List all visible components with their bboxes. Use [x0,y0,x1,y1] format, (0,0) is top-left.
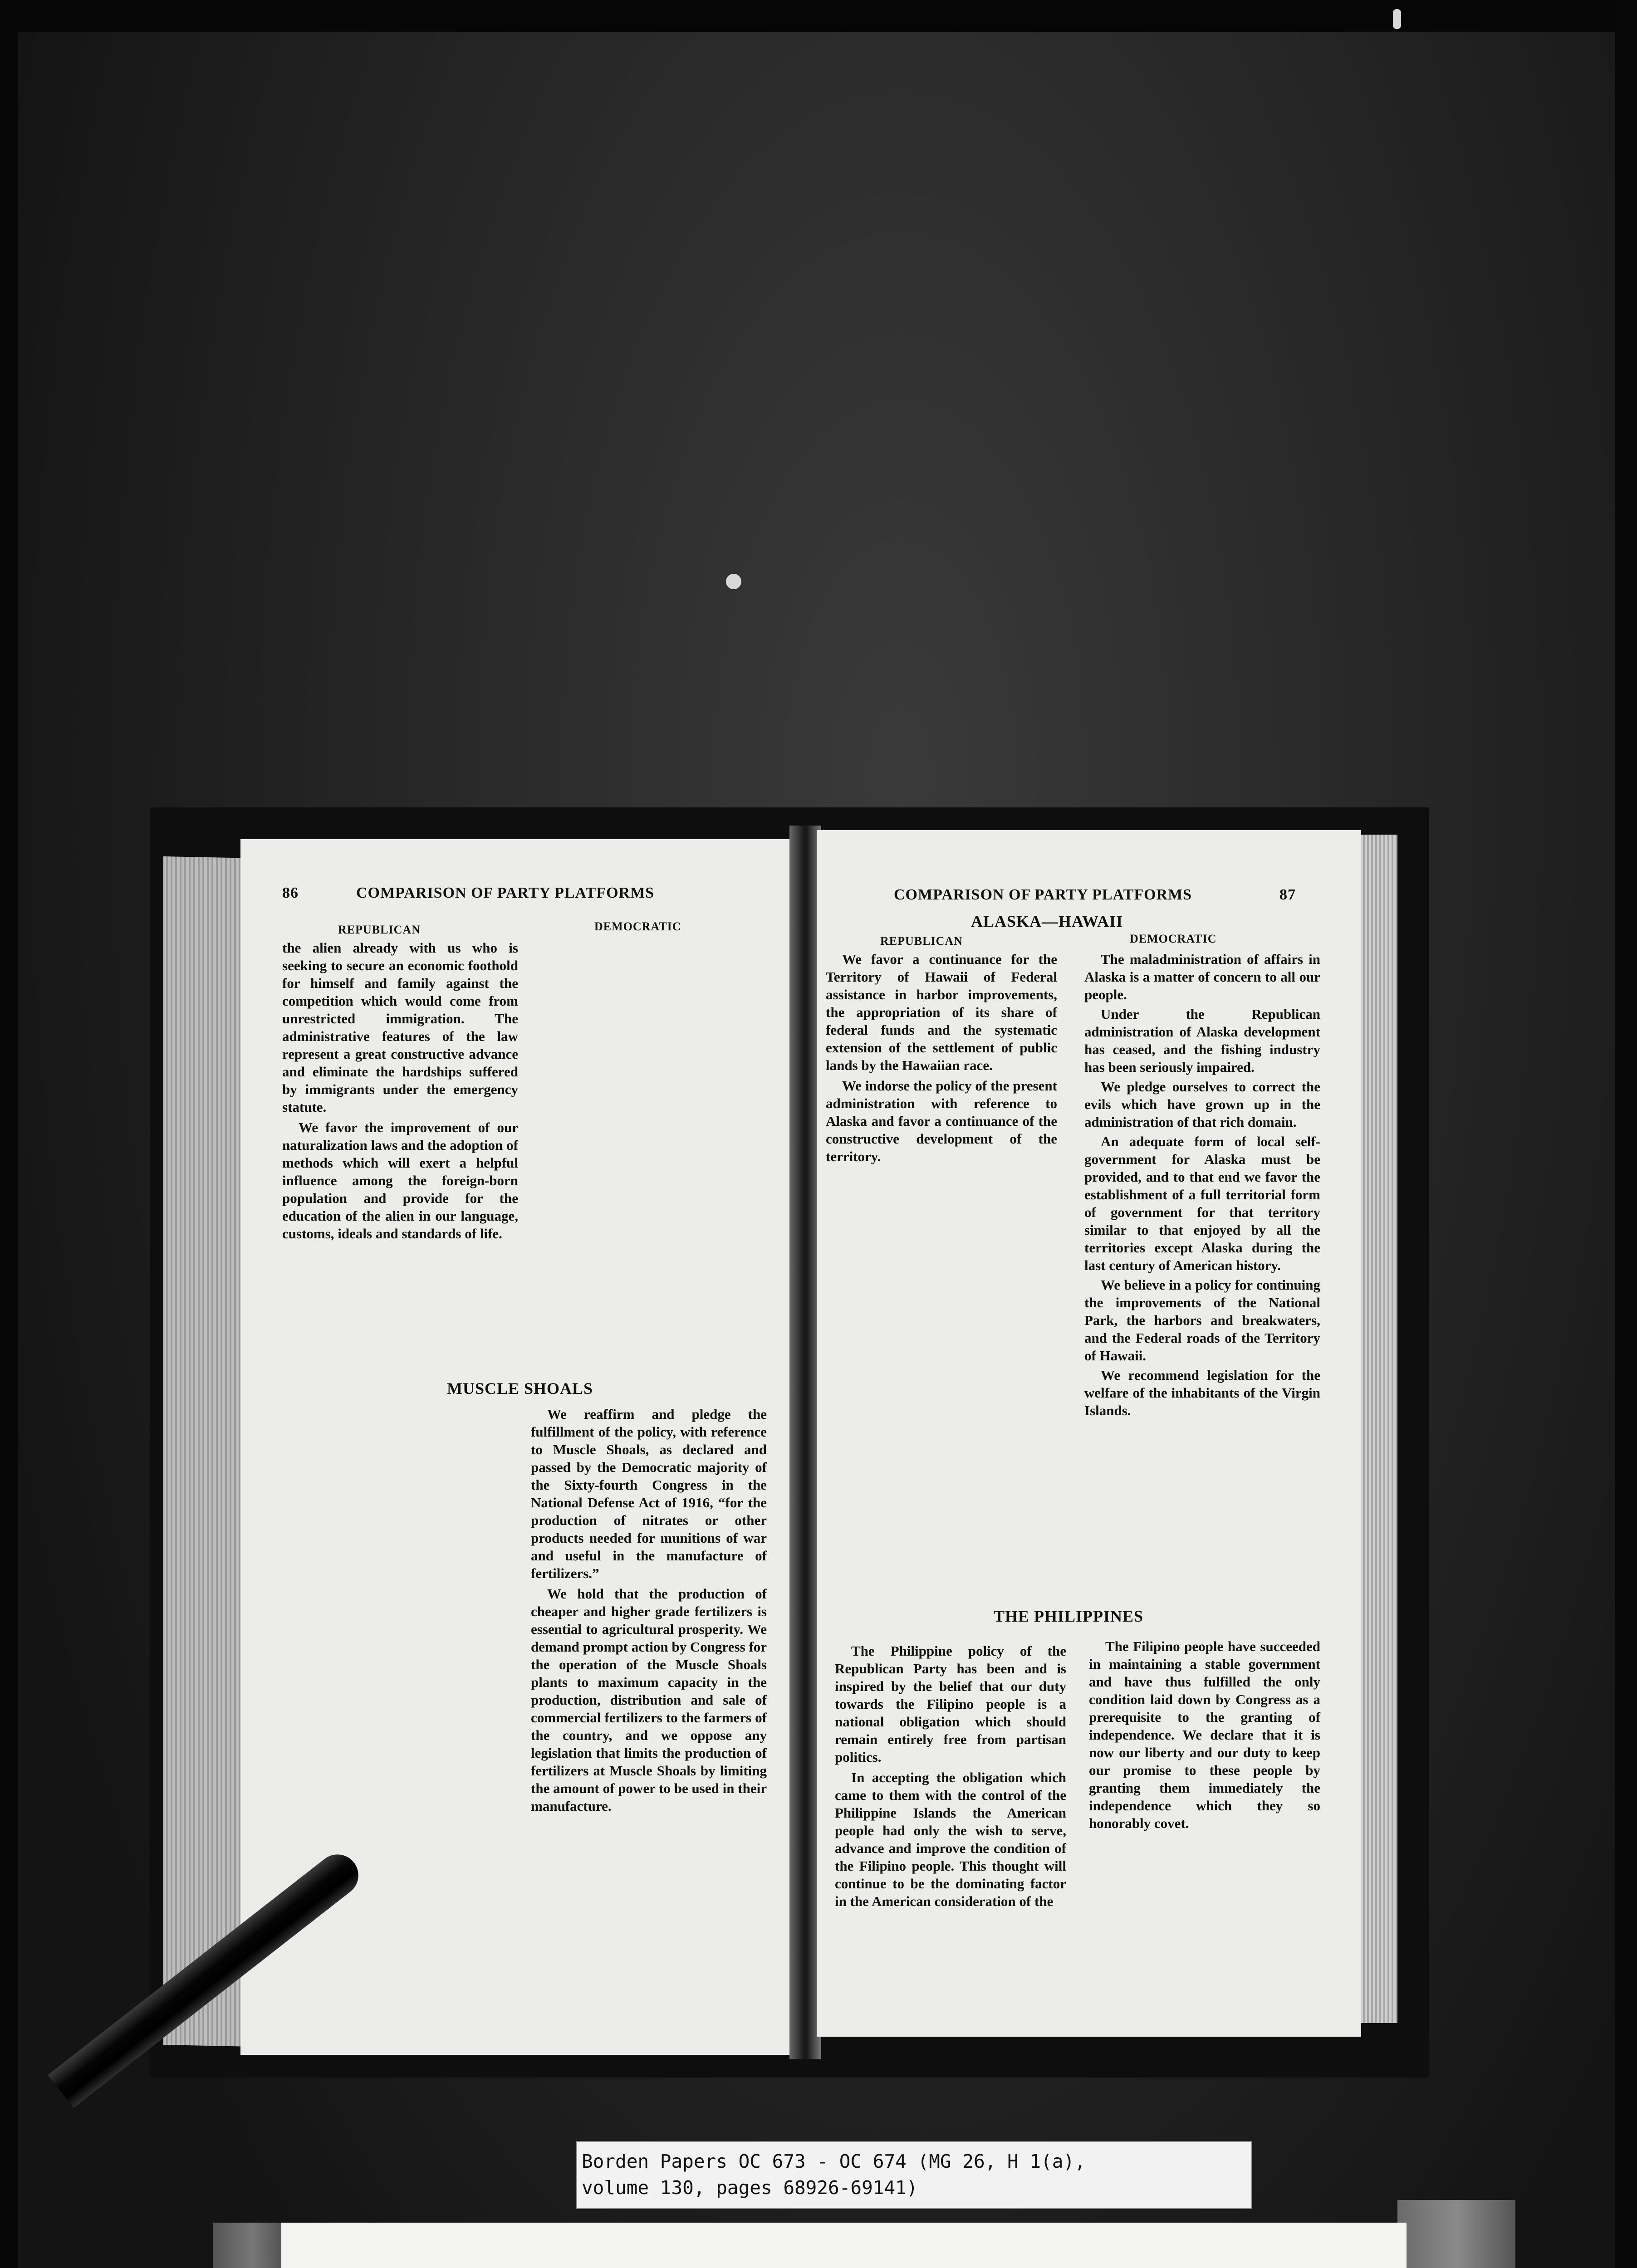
right-running-title: COMPARISON OF PARTY PLATFORMS [894,886,1192,903]
philippines-republican-column [835,1642,1066,1910]
dust-speck [726,574,741,589]
left-republican-column [282,939,518,1242]
left-page-number: 86 [282,885,299,901]
philippines-democratic-paragraph: The Filipino people have succeeded in maintaining a stable government and have thus fulfilled the only condition laid down by Congress as a prerequisite to the granting of independence. We declare that it is now our liberty and our duty to keep our promise to these people by granting them immediately the independence which they so honorably covet. [1089,1638,1320,1831]
right-republican-column [826,950,1057,1165]
film-edge-right [1615,0,1637,2268]
left-republican-paragraph: We favor the improvement of our naturalization laws and the adoption of methods which will exert a helpful influence among the foreign-born population and provide for the education of the alien in our language, customs, ideals and standards of life. [282,1119,518,1242]
muscle-shoals-title: MUSCLE SHOALS [447,1379,593,1398]
left-democratic-header: DEMOCRATIC [594,920,681,933]
right-democratic-paragraph: We recommend legislation for the welfare of the inhabitants of the Virgin Islands. [1084,1367,1320,1418]
tape-strip-right [1397,2200,1515,2268]
philippines-republican-paragraph: The Philippine policy of the Republican Party has been and is inspired by the belief that our duty towards the Filipino people is a national obligation which should remain entirely free from partisan politics. [835,1643,1066,1765]
right-democratic-paragraph: We pledge ourselves to correct the evils which have grown up in the administration of that rich domain. [1084,1079,1320,1130]
right-republican-paragraph: We favor a continuance for the Territory of Hawaii of Federal assistance in harbor improvements, the appropriation of its share of federal funds and the systematic extension of the settlement of public lands by the Hawaiian race. [826,951,1057,1073]
film-edge-top [0,0,1637,32]
film-edge-left [0,0,18,2268]
reference-label [576,2141,1252,2209]
left-democratic-paragraph: We hold that the production of cheaper and higher grade fertilizers is essential to agricultural prosperity. We demand prompt action by Congress for the operation of the Muscle Shoals plants to maximum capacity in the production, distribution and sale of commercial fertilizers to the farmers of the country, and we oppose any legislation that limits the production of fertilizers at Muscle Shoals by limiting the amount of power to be used in their manufacture. [531,1586,767,1814]
left-republican-header: REPUBLICAN [338,923,421,936]
philippines-republican-paragraph: In accepting the obligation which came to them with the control of the Philippine Islands the American people had only the wish to serve, advance and improve the condition of the Filipino people. This thought will continue to be the dominating factor in the American consideration of the [835,1769,1066,1909]
philippines-democratic-column [1089,1637,1320,1832]
left-democratic-paragraph: We reaffirm and pledge the fulfillment of the policy, with reference to Muscle Shoals, as declared and passed by the Democratic majority of the Sixty-fourth Congress in the National Defense Act of 1916, “for the production of nitrates or other products needed for munitions of war and useful in the manufacture of fertilizers.” [531,1406,767,1581]
archive-card [281,2223,1407,2268]
right-democratic-paragraph: We believe in a policy for continuing the improvements of the National Park, the harbors and breakwaters, and the Federal roads of the Territory of Hawaii. [1084,1277,1320,1364]
left-democratic-column [531,1405,767,1815]
reference-label-line2: volume 130, pages 68926-69141) [582,2177,918,2199]
right-democratic-column [1084,950,1320,1419]
right-democratic-paragraph: Under the Republican administration of Alaska development has ceased, and the fishing industry has been seriously impaired. [1084,1006,1320,1075]
right-democratic-paragraph: The maladministration of affairs in Alaska is a matter of concern to all our people. [1084,951,1320,1002]
right-democratic-header: DEMOCRATIC [1130,932,1217,945]
alaska-hawaii-title: ALASKA—HAWAII [971,912,1123,930]
right-republican-paragraph: We indorse the policy of the present administration with reference to Alaska and favor a continuance of the constructive development of the territory. [826,1078,1057,1164]
tape-strip-left [213,2223,290,2268]
right-page-number: 87 [1279,886,1296,903]
right-democratic-paragraph: An adequate form of local self-government for Alaska must be provided, and to that end we favor the establishment of a full territorial form of government for that territory similar to that enjoyed by all the territories except Alaska during the last century of American history. [1084,1134,1320,1273]
philippines-title: THE PHILIPPINES [994,1607,1144,1625]
right-republican-header: REPUBLICAN [880,934,963,948]
dust-speck [1393,9,1401,29]
left-republican-paragraph: the alien already with us who is seeking to secure an economic foothold for himself and family against the competition which would come from unrestricted immigration. The administrative features of the law represent a great constructive advance and eliminate the hardships suffered by immigrants under the emergency statute. [282,940,518,1115]
page-edges-right [1357,835,1397,2023]
left-running-title: COMPARISON OF PARTY PLATFORMS [356,885,655,901]
reference-label-line1: Borden Papers OC 673 - OC 674 (MG 26, H 1(a), [582,2151,1086,2172]
right-page [817,830,1361,2037]
